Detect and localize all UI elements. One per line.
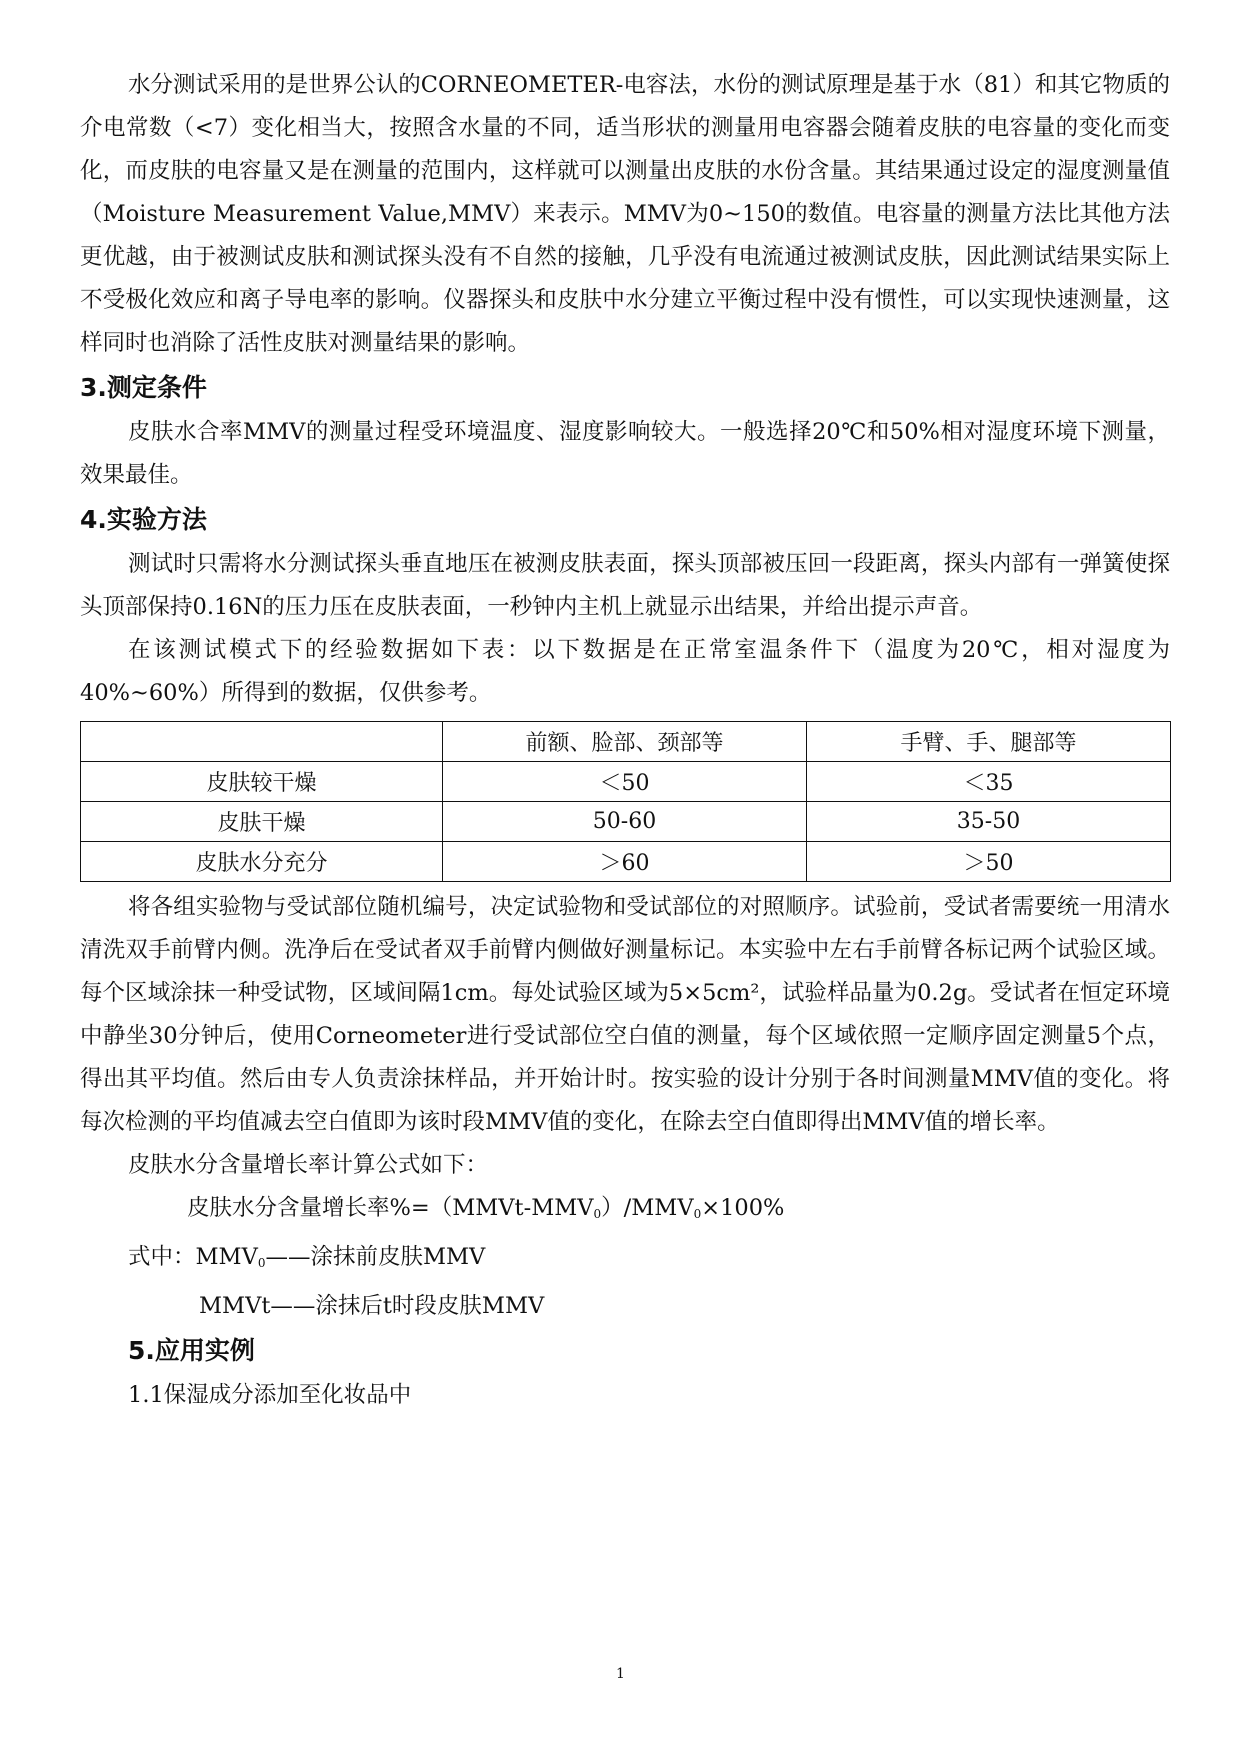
growth-rate-formula — [80, 1187, 1170, 1236]
formula-subscript: 0 — [257, 1256, 266, 1270]
table-cell: 皮肤较干燥 — [81, 762, 443, 802]
table-header-cell: 手臂、手、腿部等 — [807, 722, 1171, 762]
table-cell: ＞60 — [443, 842, 807, 882]
table-cell: 35-50 — [807, 802, 1171, 842]
formula-subscript: 0 — [693, 1207, 702, 1221]
formula-text: ×100% — [701, 1195, 785, 1221]
table-header-cell: 前额、脸部、颈部等 — [443, 722, 807, 762]
formula-definition-mmv0 — [80, 1236, 1170, 1285]
formula-definition-mmvt: MMVt——涂抹后t时段皮肤MMV — [199, 1293, 545, 1319]
formula-subscript: 0 — [593, 1207, 602, 1221]
formula-text: ——涂抹前皮肤MMV — [265, 1244, 486, 1270]
paragraph-table-intro: 在该测试模式下的经验数据如下表：以下数据是在正常室温条件下（温度为20℃，相对湿度为40%~60%）所得到的数据，仅供参考。 — [80, 637, 1170, 706]
table-row — [81, 802, 1171, 842]
heading-application-examples: 5.应用实例 — [128, 1336, 255, 1365]
table-row — [81, 842, 1171, 882]
table-cell: ＜35 — [807, 762, 1171, 802]
table-cell: ＜50 — [443, 762, 807, 802]
table-cell: 50-60 — [443, 802, 807, 842]
paragraph-subsection: 1.1保湿成分添加至化妆品中 — [128, 1382, 412, 1408]
paragraph-principle: 水分测试采用的是世界公认的CORNEOMETER-电容法，水份的测试原理是基于水（81）和其它物质的介电常数（<7）变化相当大，按照含水量的不同，适当形状的测量用电容器会随着皮肤的电容量的变化而变化，而皮肤的电容量又是在测量的范围内，这样就可以测量出皮肤的水份含量。其结果通过设定的湿度测量值（Moisture Measurement Value,MMV）来表示。MMV为0~150的数值。电容量的测量方法比其他方法更优越，由于被测试皮肤和测试探头没有不自然的接触，几乎没有电流通过被测试皮肤，因此测试结果实际上不受极化效应和离子导电率的影响。仪器探头和皮肤中水分建立平衡过程中没有惯性，可以实现快速测量，这样同时也消除了活性皮肤对测量结果的影响。 — [80, 72, 1170, 356]
heading-test-conditions: 3.测定条件 — [80, 373, 207, 402]
reference-data-table — [80, 721, 1171, 882]
paragraph-method: 测试时只需将水分测试探头垂直地压在被测皮肤表面，探头顶部被压回一段距离，探头内部有一弹簧使探头顶部保持0.16N的压力压在皮肤表面，一秒钟内主机上就显示出结果，并给出提示声音。 — [80, 551, 1170, 620]
table-cell: ＞50 — [807, 842, 1171, 882]
paragraph-procedure: 将各组实验物与受试部位随机编号，决定试验物和受试部位的对照顺序。试验前，受试者需要统一用清水清洗双手前臂内侧。洗净后在受试者双手前臂内侧做好测量标记。本实验中左右手前臂各标记两个试验区域。每个区域涂抹一种受试物，区域间隔1cm。每处试验区域为5×5cm²，试验样品量为0.2g。受试者在恒定环境中静坐30分钟后，使用Corneometer进行受试部位空白值的测量，每个区域依照一定顺序固定测量5个点，得出其平均值。然后由专人负责涂抹样品，并开始计时。按实验的设计分别于各时间测量MMV值的变化。将每次检测的平均值减去空白值即为该时段MMV值的变化，在除去空白值即得出MMV值的增长率。 — [80, 894, 1170, 1135]
table-row — [81, 762, 1171, 802]
table-header-row — [81, 722, 1171, 762]
table-cell: 皮肤水分充分 — [81, 842, 443, 882]
page-number: 1 — [616, 1666, 625, 1682]
table-cell: 皮肤干燥 — [81, 802, 443, 842]
paragraph-formula-intro: 皮肤水分含量增长率计算公式如下： — [128, 1152, 489, 1178]
heading-experiment-method: 4.实验方法 — [80, 505, 207, 534]
formula-text: 式中：MMV — [128, 1244, 258, 1270]
formula-text: ）/MMV — [601, 1195, 694, 1221]
formula-text: 皮肤水分含量增长率%=（MMVt-MMV — [187, 1195, 594, 1221]
document-page — [80, 64, 1170, 1417]
table-header-cell — [81, 722, 443, 762]
paragraph-conditions: 皮肤水合率MMV的测量过程受环境温度、湿度影响较大。一般选择20℃和50%相对湿度环境下测量，效果最佳。 — [80, 419, 1170, 488]
